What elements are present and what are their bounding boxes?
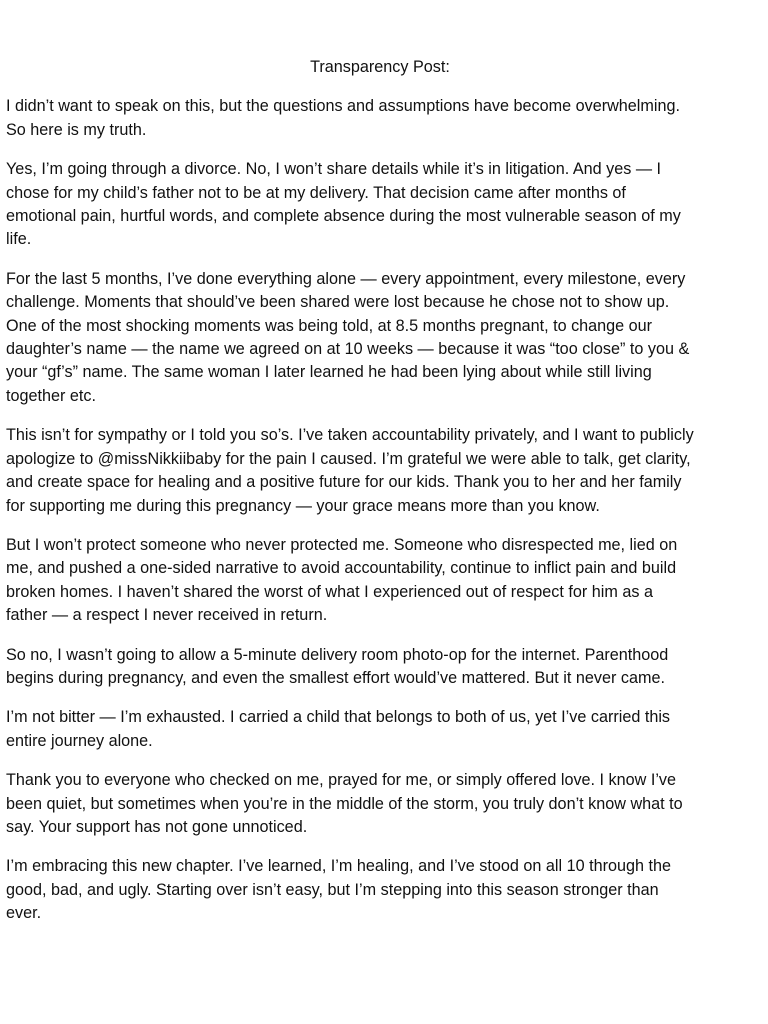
- paragraph-5: But I won’t protect someone who never protected me. Someone who disrespected me, lied on me, and pushed a one-sided narrative to avoid accountability, continue to inflict pain and build broken homes. I haven’t shared the worst of what I experienced out of respect for him as a father — a respect I never received in return.: [6, 535, 678, 625]
- paragraph-2: Yes, I’m going through a divorce. No, I won’t share details while it’s in litigation. And yes — I chose for my child’s father not to be at my delivery. That decision came after months of emotional pain, hurtful words, and complete absence during the most vulnerable season of my life.: [6, 160, 681, 249]
- paragraph-4: This isn’t for sympathy or I told you so’s. I’ve taken accountability privately, and I want to publicly apologize to @missNikkiibaby for the pain I caused. I’m grateful we were able to talk, get clarity, and create space for healing and a positive future for our kids. Thank you to her and her family for supporting me during this pregnancy — your grace means more than you know.: [6, 426, 694, 515]
- document-title: Transparency Post:: [310, 58, 450, 76]
- paragraph-9: I’m embracing this new chapter. I’ve learned, I’m healing, and I’ve stood on all 10 through the good, bad, and ugly. Starting over isn’t easy, but I’m stepping into this season stronger than ever.: [6, 857, 671, 923]
- paragraph-7: I’m not bitter — I’m exhausted. I carried a child that belongs to both of us, yet I’ve carried this entire journey alone.: [6, 708, 671, 750]
- paragraph-6: So no, I wasn’t going to allow a 5-minute delivery room photo-op for the internet. Parenthood begins during pregnancy, and even the smallest effort would’ve mattered. But it never came.: [6, 645, 669, 687]
- paragraph-3: For the last 5 months, I’ve done everything alone — every appointment, every milestone, every challenge. Moments that should’ve been shared were lost because he chose not to show up. One of the most shocking moments was being told, at 8.5 months pregnant, to change our daughter’s name — the name we agreed on at 10 weeks — because it was “too close” to you & your “gf’s” name. The same woman I later learned he had been lying about while still living together etc.: [6, 269, 690, 405]
- paragraph-1: I didn’t want to speak on this, but the questions and assumptions have become overwhelming. So here is my truth.: [6, 97, 680, 139]
- paragraph-8: Thank you to everyone who checked on me, prayed for me, or simply offered love. I know I’ve been quiet, but sometimes when you’re in the middle of the storm, you truly don’t know what to say. Your support has not gone unnoticed.: [6, 771, 683, 836]
